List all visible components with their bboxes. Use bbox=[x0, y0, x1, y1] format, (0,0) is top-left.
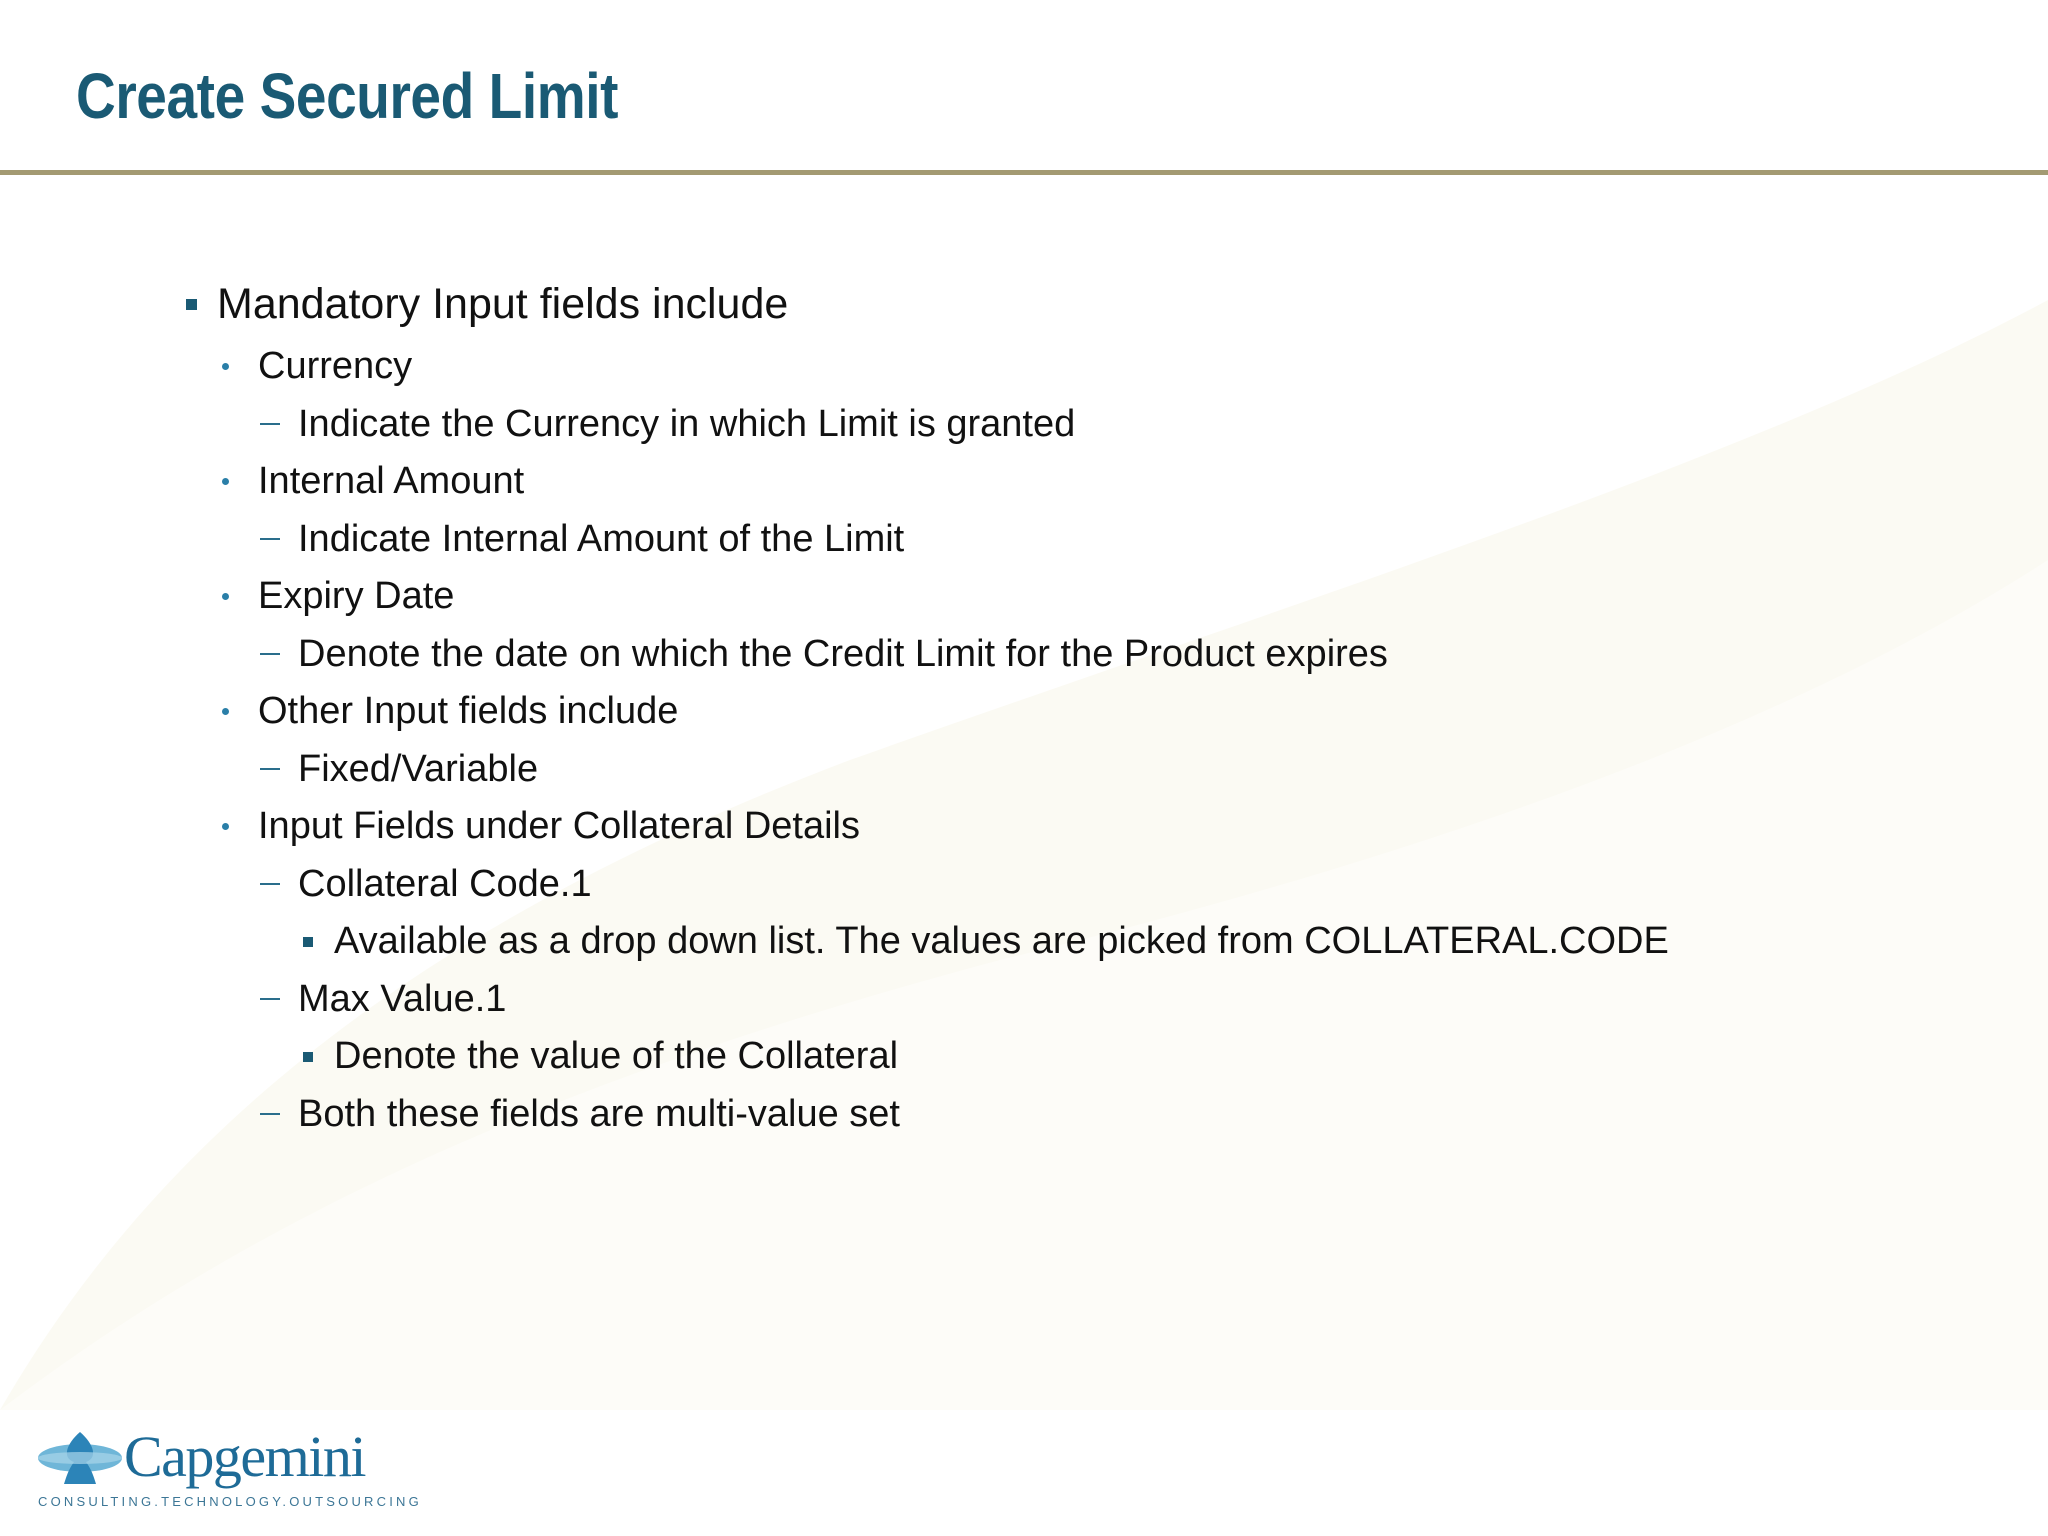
dash-bullet-icon bbox=[258, 998, 282, 1000]
list-item-text: Indicate the Currency in which Limit is granted bbox=[298, 402, 1076, 445]
dash-bullet-icon bbox=[258, 1113, 282, 1115]
list-item-text: Both these fields are multi-value set bbox=[298, 1092, 900, 1135]
list-item bbox=[0, 626, 2048, 684]
list-item-text: Indicate Internal Amount of the Limit bbox=[298, 517, 905, 560]
title-divider bbox=[0, 170, 2048, 175]
dot-bullet-icon bbox=[218, 363, 232, 370]
dot-bullet-icon bbox=[218, 823, 232, 830]
list-item bbox=[0, 511, 2048, 569]
list-item bbox=[0, 453, 2048, 511]
list-item-text: Denote the value of the Collateral bbox=[334, 1035, 899, 1078]
dash-bullet-icon bbox=[258, 423, 282, 425]
list-item bbox=[0, 270, 2048, 338]
list-item-text: Other Input fields include bbox=[258, 690, 679, 733]
logo-wordmark: Capgemini bbox=[124, 1424, 366, 1489]
square-bullet-icon bbox=[182, 299, 200, 310]
list-item bbox=[0, 856, 2048, 914]
capgemini-logo bbox=[36, 1424, 422, 1514]
dot-bullet-icon bbox=[218, 708, 232, 715]
list-item-text: Available as a drop down list. The values are picked from COLLATERAL.CODE bbox=[334, 920, 1669, 963]
list-item-text: Input Fields under Collateral Details bbox=[258, 805, 860, 848]
list-item bbox=[0, 971, 2048, 1029]
list-item bbox=[0, 568, 2048, 626]
list-item bbox=[0, 396, 2048, 454]
list-item-text: Collateral Code.1 bbox=[298, 862, 592, 905]
slide-title: Create Secured Limit bbox=[76, 60, 618, 132]
dash-bullet-icon bbox=[258, 538, 282, 540]
dot-bullet-icon bbox=[218, 478, 232, 485]
list-item bbox=[0, 338, 2048, 396]
dash-bullet-icon bbox=[258, 768, 282, 770]
list-item bbox=[0, 1028, 2048, 1086]
list-item-text: Expiry Date bbox=[258, 575, 455, 618]
dash-bullet-icon bbox=[258, 653, 282, 655]
list-item-text: Currency bbox=[258, 345, 413, 388]
logo-tagline: CONSULTING.TECHNOLOGY.OUTSOURCING bbox=[38, 1494, 422, 1509]
bullet-list bbox=[0, 270, 2048, 1143]
dot-bullet-icon bbox=[218, 593, 232, 600]
list-item-text: Fixed/Variable bbox=[298, 747, 539, 790]
square-bullet-icon bbox=[301, 937, 315, 947]
spade-logo-icon bbox=[36, 1428, 126, 1488]
dash-bullet-icon bbox=[258, 883, 282, 885]
list-item-text: Mandatory Input fields include bbox=[217, 279, 789, 328]
list-item bbox=[0, 1086, 2048, 1144]
list-item-text: Denote the date on which the Credit Limit for the Product expires bbox=[298, 632, 1388, 675]
list-item-text: Internal Amount bbox=[258, 460, 525, 503]
list-item bbox=[0, 913, 2048, 971]
list-item bbox=[0, 741, 2048, 799]
list-item bbox=[0, 683, 2048, 741]
list-item-text: Max Value.1 bbox=[298, 977, 507, 1020]
square-bullet-icon bbox=[301, 1052, 315, 1062]
list-item bbox=[0, 798, 2048, 856]
